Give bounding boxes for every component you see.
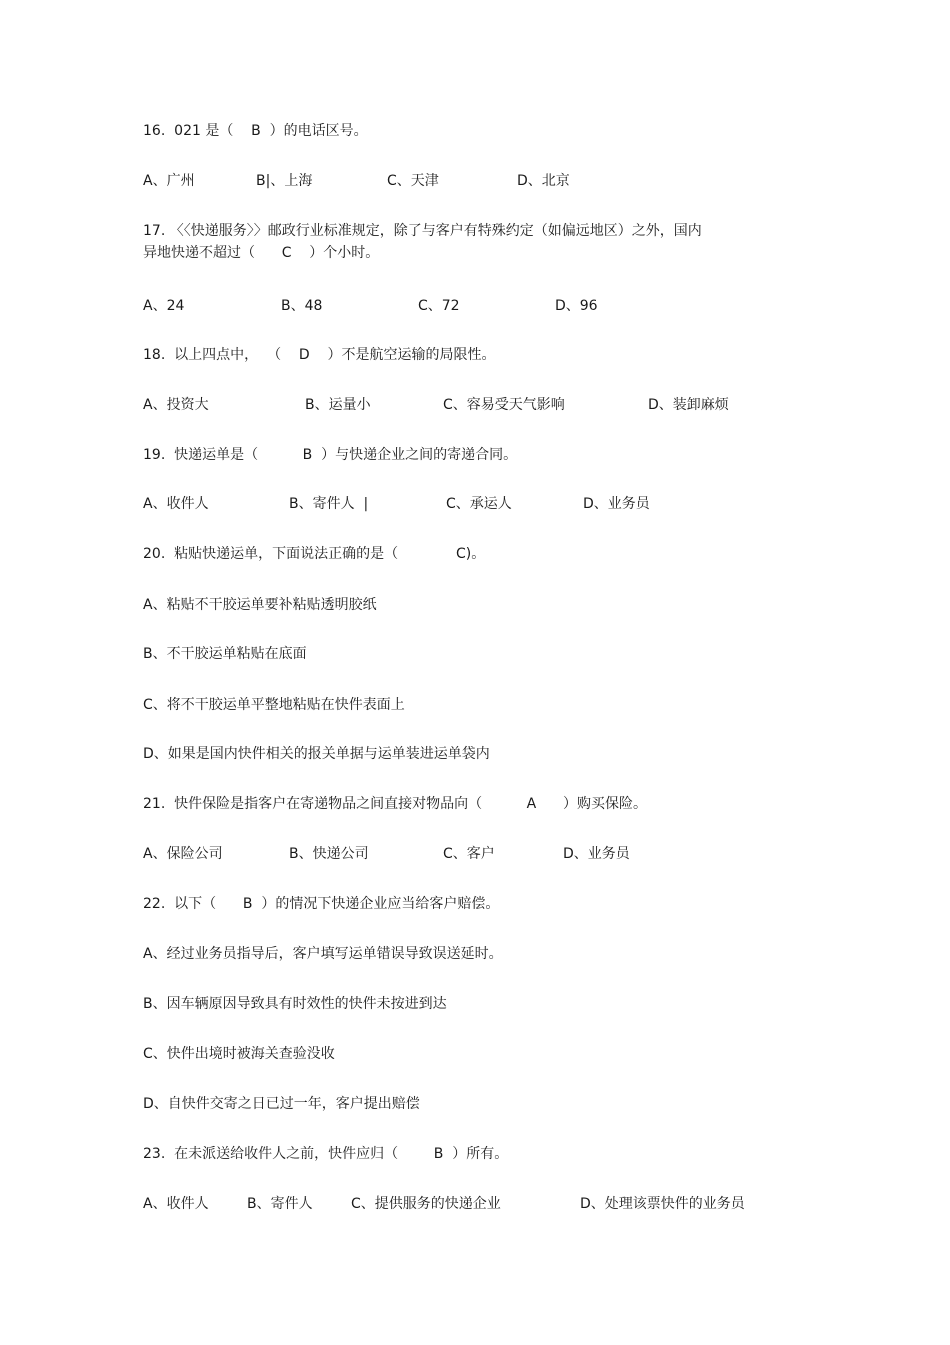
option-c: C、客户 — [443, 846, 495, 862]
question-16: 16. 021 是（ B ）的电话区号。 — [143, 123, 368, 139]
option-a: A、经过业务员指导后，客户填写运单错误导致误送延时。 — [143, 946, 503, 962]
option-c: C、承运人 — [446, 496, 512, 512]
question-17-cont: 异地快递不超过（ C ）个小时。 — [143, 245, 380, 261]
option-c: C、天津 — [387, 173, 439, 189]
question-19: 19. 快递运单是（ B ）与快递企业之间的寄递合同。 — [143, 447, 518, 463]
option-c: C、容易受天气影响 — [443, 397, 565, 413]
option-a: A、保险公司 — [143, 846, 223, 862]
option-d: D、北京 — [517, 173, 570, 189]
option-d: D、业务员 — [583, 496, 650, 512]
option-a: A、投资大 — [143, 397, 209, 413]
question-17: 17. 〈〈快递服务〉〉邮政行业标准规定，除了与客户有特殊约定（如偏远地区）之外，国内 — [143, 223, 702, 239]
option-d: D、装卸麻烦 — [648, 397, 729, 413]
option-a: A、收件人 — [143, 496, 209, 512]
question-23: 23. 在未派送给收件人之前，快件应归（ B ）所有。 — [143, 1146, 509, 1162]
option-a: A、收件人 — [143, 1196, 209, 1212]
question-22: 22. 以下（ B ）的情况下快递企业应当给客户赔偿。 — [143, 896, 500, 912]
option-b: B、因车辆原因导致具有时效性的快件未按进到达 — [143, 996, 447, 1012]
option-b: B、寄件人 — [247, 1196, 313, 1212]
option-a: A、粘贴不干胶运单要补粘贴透明胶纸 — [143, 597, 377, 613]
option-a: A、24 — [143, 298, 185, 314]
option-d: D、如果是国内快件相关的报关单据与运单装进运单袋内 — [143, 746, 490, 762]
option-c: C、将不干胶运单平整地粘贴在快件表面上 — [143, 697, 405, 713]
option-d: D、业务员 — [563, 846, 630, 862]
option-b: B、寄件人 | — [289, 496, 369, 512]
option-b: B|、上海 — [256, 173, 313, 189]
option-c: C、72 — [418, 298, 460, 314]
option-b: B、快递公司 — [289, 846, 369, 862]
option-d: D、96 — [555, 298, 598, 314]
option-b: B、不干胶运单粘贴在底面 — [143, 646, 307, 662]
option-c: C、提供服务的快递企业 — [351, 1196, 501, 1212]
question-21: 21. 快件保险是指客户在寄递物品之间直接对物品向（ A ）购买保险。 — [143, 796, 647, 812]
option-b: B、运量小 — [305, 397, 371, 413]
option-d: D、处理该票快件的业务员 — [580, 1196, 745, 1212]
question-18: 18. 以上四点中， （ D ）不是航空运输的局限性。 — [143, 347, 496, 363]
question-20: 20. 粘贴快递运单，下面说法正确的是（ C)。 — [143, 546, 486, 562]
option-c: C、快件出境时被海关查验没收 — [143, 1046, 335, 1062]
option-d: D、自快件交寄之日已过一年，客户提出赔偿 — [143, 1096, 420, 1112]
option-a: A、广州 — [143, 173, 195, 189]
option-b: B、48 — [281, 298, 323, 314]
